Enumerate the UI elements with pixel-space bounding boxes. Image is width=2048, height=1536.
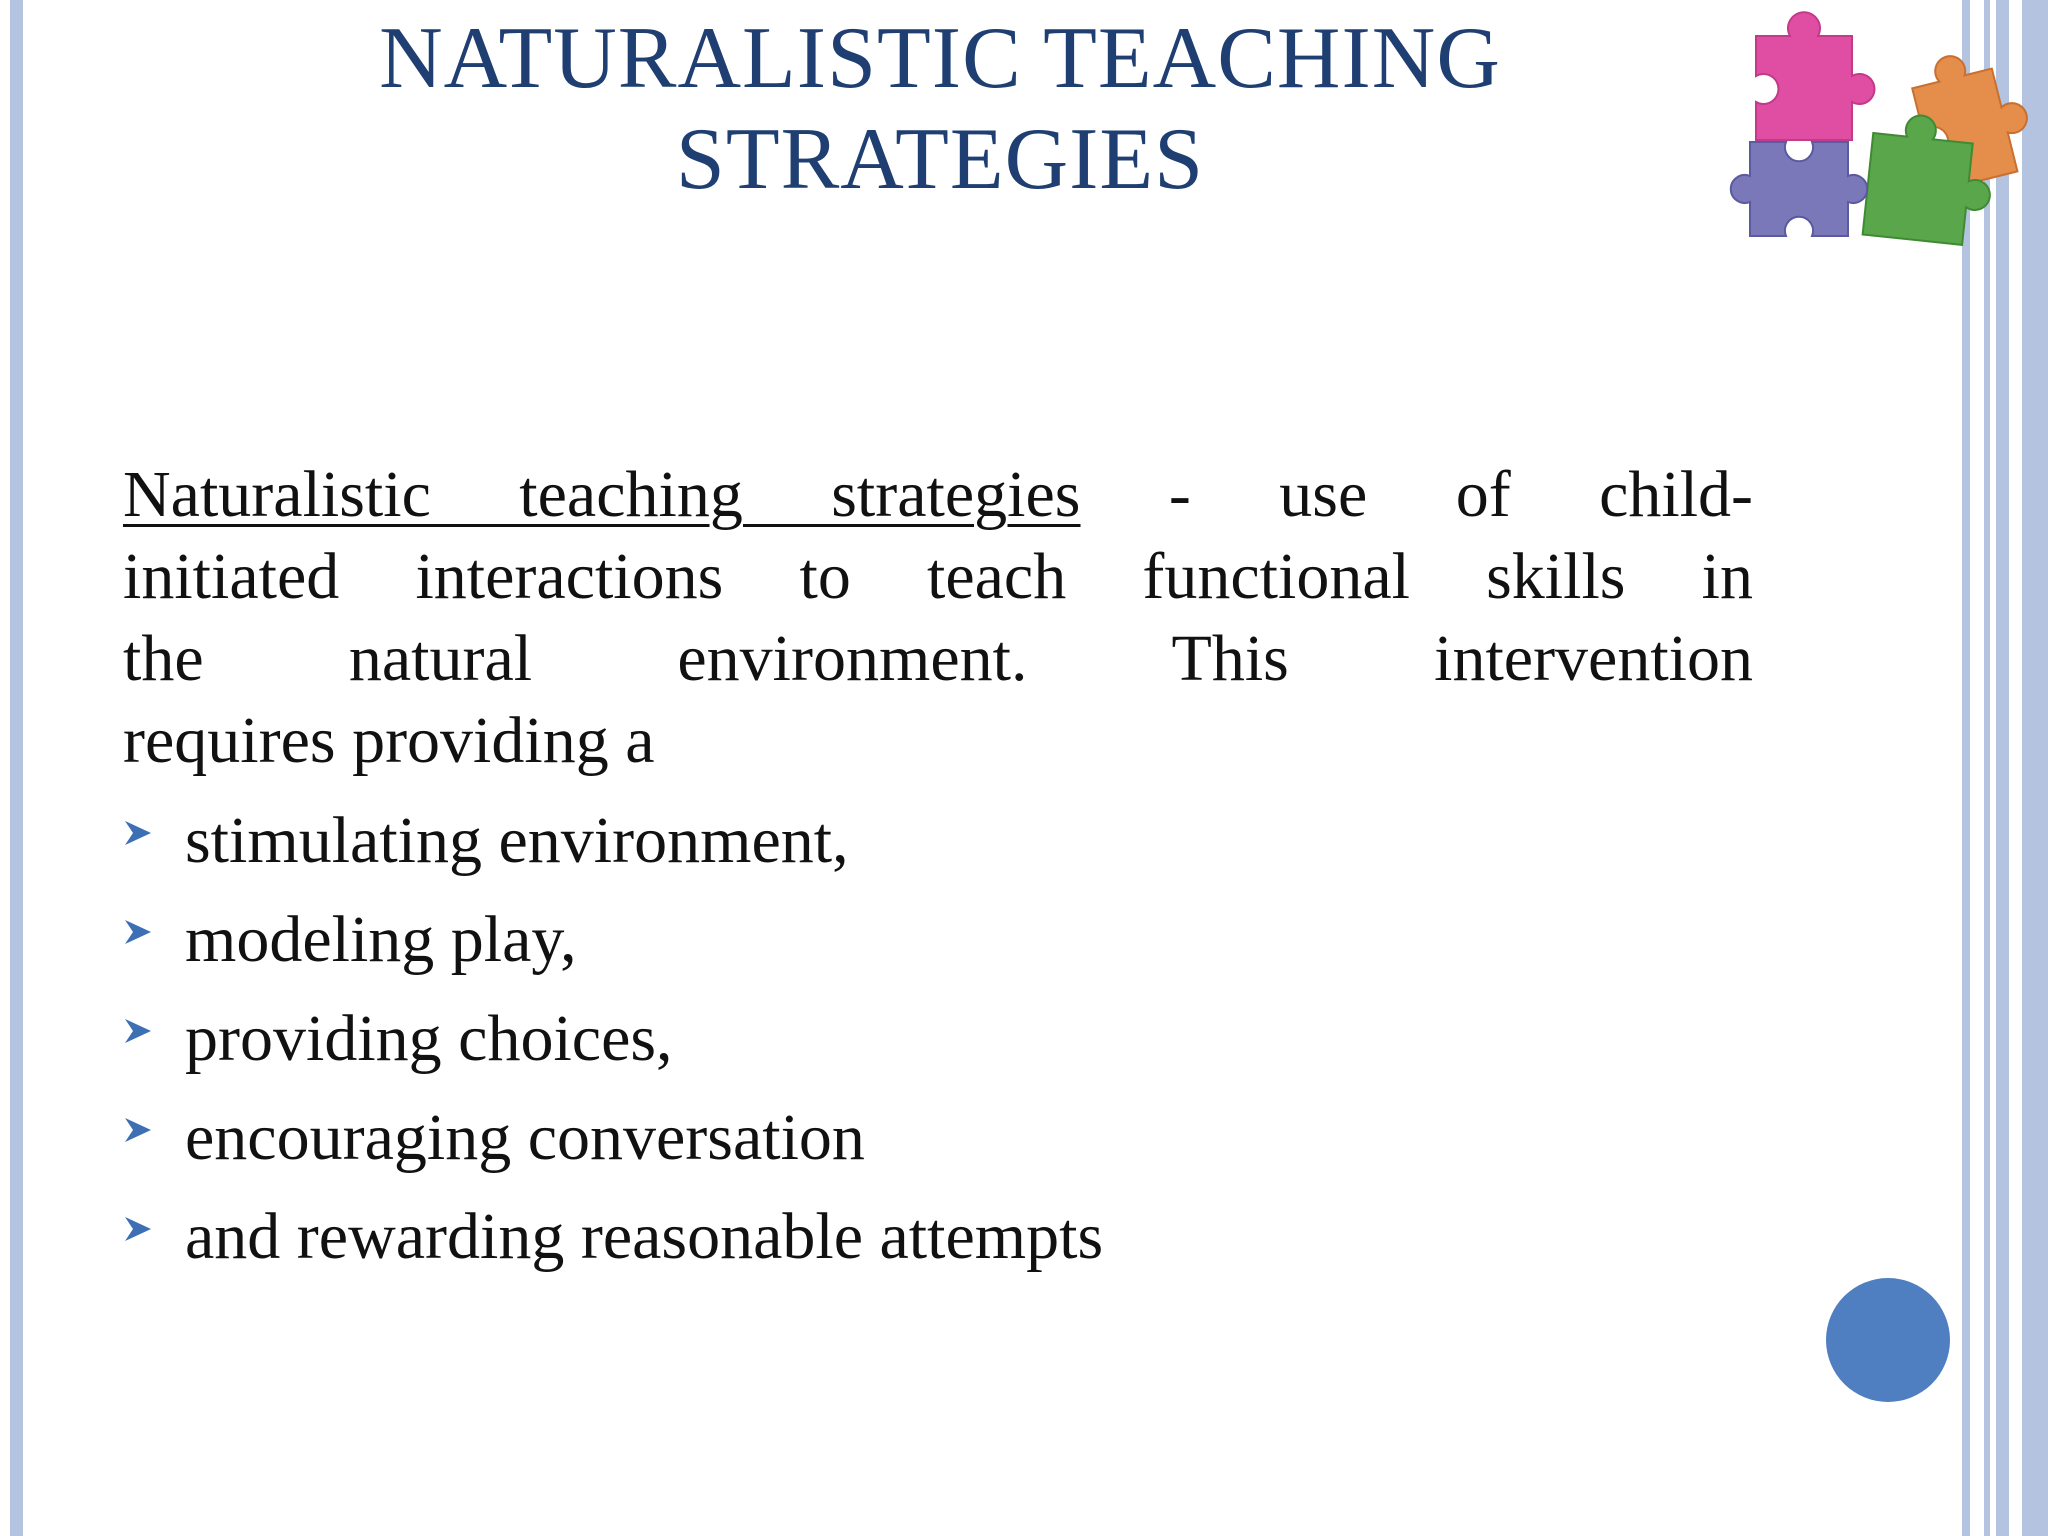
arrowhead-bullet-icon: [123, 818, 153, 848]
bullet-text: and rewarding reasonable attempts: [185, 1200, 1104, 1273]
bullet-list: [123, 791, 1103, 1286]
definition-word: to: [799, 540, 851, 613]
definition-term: Naturalistic teaching strategies: [123, 458, 1081, 531]
definition-word: functional: [1142, 540, 1410, 613]
definition-word: This: [1171, 622, 1289, 695]
decorative-circle: [1826, 1278, 1950, 1402]
definition-word: -: [1168, 458, 1191, 531]
definition-line: requires providing a: [123, 704, 655, 777]
definition-paragraph: [123, 454, 1753, 782]
definition-word: initiated: [123, 540, 340, 613]
arrowhead-bullet-icon: [123, 1115, 153, 1145]
definition-word: skills: [1486, 540, 1626, 613]
definition-word: in: [1701, 540, 1753, 613]
definition-line: [123, 618, 1753, 700]
arrowhead-bullet-icon: [123, 1016, 153, 1046]
definition-word: interactions: [415, 540, 724, 613]
definition-word: intervention: [1434, 622, 1754, 695]
slide-title: [200, 8, 1680, 210]
bullet-text: modeling play,: [185, 903, 577, 976]
list-item: [123, 890, 1103, 989]
puzzle-pieces-icon: [1718, 6, 2048, 246]
left-border-stripe: [10, 0, 23, 1536]
list-item: [123, 1088, 1103, 1187]
list-item: [123, 791, 1103, 890]
list-item: [123, 1187, 1103, 1286]
arrowhead-bullet-icon: [123, 1214, 153, 1244]
list-item: [123, 989, 1103, 1088]
definition-line: [123, 454, 1753, 536]
bullet-text: providing choices,: [185, 1002, 673, 1075]
title-line: STRATEGIES: [675, 111, 1205, 208]
definition-word: natural: [348, 622, 533, 695]
title-line: NATURALISTIC TEACHING: [379, 10, 1501, 107]
definition-word: environment.: [677, 622, 1028, 695]
definition-word: teach: [927, 540, 1067, 613]
bullet-text: stimulating environment,: [185, 804, 849, 877]
definition-word: use: [1279, 458, 1368, 531]
definition-word: child-: [1599, 458, 1754, 531]
arrowhead-bullet-icon: [123, 917, 153, 947]
definition-word: the: [123, 622, 204, 695]
bullet-text: encouraging conversation: [185, 1101, 865, 1174]
definition-word: of: [1455, 458, 1511, 531]
definition-line: [123, 536, 1753, 618]
